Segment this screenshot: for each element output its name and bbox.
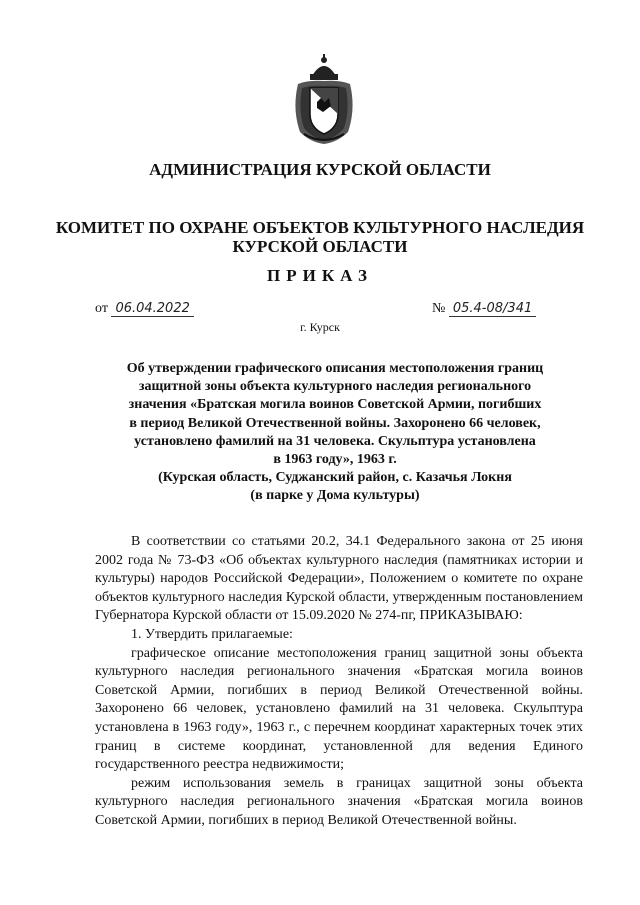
title-line: значения «Братская могила воинов Советской Армии, погибших (128, 397, 542, 413)
committee-heading-line2: КУРСКОЙ ОБЛАСТИ (232, 237, 408, 256)
handwritten-date: 06.04.2022 (111, 301, 193, 317)
title-line: защитной зоны объекта культурного наследия регионального (138, 379, 532, 395)
order-number (432, 301, 536, 317)
title-line: в 1963 году», 1963 г. (273, 452, 397, 468)
city: г. Курск (300, 320, 340, 334)
title-line: (в парке у Дома культуры) (250, 488, 420, 504)
coat-of-arms-emblem (290, 54, 358, 146)
administration-heading: АДМИНИСТРАЦИЯ КУРСКОЙ ОБЛАСТИ (149, 160, 491, 179)
handwritten-number: 05.4-08/341 (449, 301, 536, 317)
committee-heading-line1: КОМИТЕТ ПО ОХРАНЕ ОБЪЕКТОВ КУЛЬТУРНОГО НАСЛЕДИЯ (55, 218, 585, 237)
order-date (95, 301, 194, 317)
committee-heading (0, 218, 640, 256)
title-line: (Курская область, Суджанский район, с. Казачья Локня (158, 470, 512, 486)
order-body (95, 533, 583, 831)
order-heading: ПРИКАЗ (267, 266, 373, 285)
title-line: в период Великой Отечественной войны. Захоронено 66 человек, (129, 415, 541, 431)
title-line: Об утверждении графического описания местоположения границ (126, 361, 544, 376)
order-title (95, 360, 575, 506)
body-paragraph: графическое описание местоположения границ защитной зоны объекта культурного наследия регионального значения «Братская могила воинов Советской Армии, погибших в период Великой Отечественной войны. Захоронено 66 человек, установлено фамилий на 31 человека. Скульптура установлена в 1963 году», 1963 г., с перечнем координат характерных точек этих границ в системе координат, установленной для ведения Единого государственного реестра недвижимости; (95, 645, 583, 773)
body-paragraph: 1. Утвердить прилагаемые: (131, 626, 293, 642)
body-paragraph: режим использования земель в границах защитной зоны объекта культурного наследия регионального значения «Братская могила воинов Советской Армии, погибших в период Великой Отечественной войны. (95, 775, 583, 828)
body-paragraph: В соответствии со статьями 20.2, 34.1 Федерального закона от 25 июня 2002 года № 73-ФЗ «Об объектах культурного наследия (памятниках истории и культуры) народов Российской Федерации», Положением о комитете по охране объектов культурного наследия Курской области, утвержденным постановлением Губернатора Курской области от 15.09.2020 № 274-пг, ПРИКАЗЫВАЮ: (95, 534, 583, 624)
date-prefix: от (95, 301, 108, 316)
number-prefix: № (432, 301, 446, 316)
title-line: установлено фамилий на 31 человека. Скульптура установлена (134, 433, 536, 449)
